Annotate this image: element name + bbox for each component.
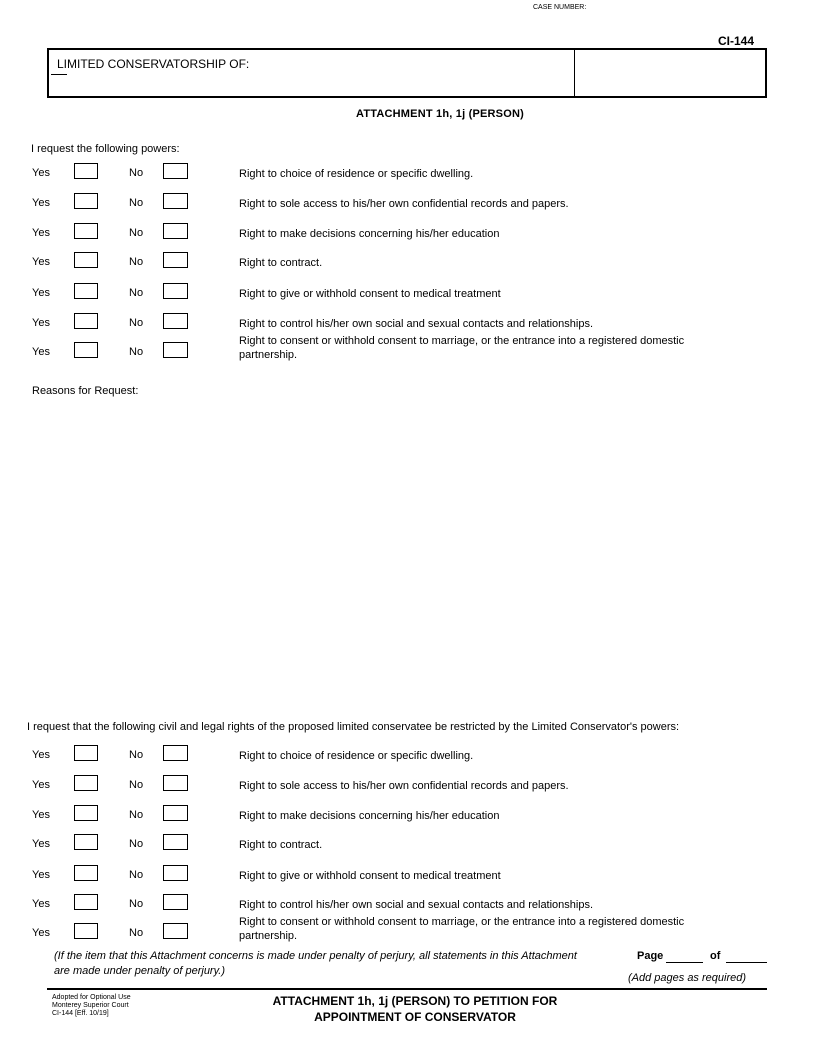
- no-label: No: [129, 749, 144, 761]
- no-label: No: [129, 227, 144, 239]
- powers-row: [0, 163, 816, 187]
- yes-checkbox[interactable]: [74, 313, 98, 329]
- no-label: No: [129, 317, 144, 329]
- add-pages-note: (Add pages as required): [628, 972, 747, 984]
- yes-checkbox[interactable]: [74, 342, 98, 358]
- restrictions-row: [0, 834, 816, 858]
- powers-row: [0, 193, 816, 217]
- right-description: Right to contract.: [239, 839, 323, 851]
- powers-row: [0, 283, 816, 307]
- no-checkbox[interactable]: [163, 923, 188, 939]
- right-description: Right to sole access to his/her own confidential records and papers.: [239, 198, 569, 210]
- no-label: No: [129, 167, 144, 179]
- footer-title-line1: ATTACHMENT 1h, 1j (PERSON) TO PETITION FOR: [272, 994, 558, 1008]
- right-description: Right to choice of residence or specific dwelling.: [239, 750, 474, 762]
- conservatee-name-field[interactable]: [51, 74, 67, 75]
- attachment-title: ATTACHMENT 1h, 1j (PERSON): [356, 108, 524, 120]
- page-label: Page: [637, 950, 664, 962]
- yes-label: Yes: [32, 227, 50, 239]
- yes-label: Yes: [32, 869, 50, 881]
- right-description: Right to give or withhold consent to medical treatment: [239, 288, 501, 300]
- court-line: Monterey Superior Court: [52, 1002, 129, 1009]
- caption-box: [47, 48, 767, 98]
- powers-row: [0, 335, 816, 366]
- right-description: Right to choice of residence or specific dwelling.: [239, 168, 474, 180]
- no-label: No: [129, 869, 144, 881]
- footer-title-line2: APPOINTMENT OF CONSERVATOR: [314, 1010, 516, 1024]
- form-id: CI-144: [718, 34, 755, 48]
- yes-checkbox[interactable]: [74, 865, 98, 881]
- yes-checkbox[interactable]: [74, 163, 98, 179]
- restrictions-row: [0, 916, 816, 947]
- yes-label: Yes: [32, 317, 50, 329]
- powers-row: [0, 252, 816, 276]
- yes-label: Yes: [32, 809, 50, 821]
- powers-intro: I request the following powers:: [31, 143, 180, 155]
- right-description: Right to make decisions concerning his/her education: [239, 810, 500, 822]
- no-checkbox[interactable]: [163, 193, 188, 209]
- no-checkbox[interactable]: [163, 283, 188, 299]
- restrictions-row: [0, 865, 816, 889]
- no-checkbox[interactable]: [163, 163, 188, 179]
- yes-label: Yes: [32, 256, 50, 268]
- right-description: Right to sole access to his/her own confidential records and papers.: [239, 780, 569, 792]
- no-checkbox[interactable]: [163, 223, 188, 239]
- restrictions-row: [0, 745, 816, 769]
- adopted-block: [52, 994, 131, 1018]
- adopted-line: Adopted for Optional Use: [52, 994, 131, 1001]
- yes-checkbox[interactable]: [74, 745, 98, 761]
- caption-divider: [574, 50, 575, 96]
- right-description: Right to give or withhold consent to medical treatment: [239, 870, 501, 882]
- yes-label: Yes: [32, 779, 50, 791]
- no-checkbox[interactable]: [163, 894, 188, 910]
- of-label: of: [710, 950, 721, 962]
- no-checkbox[interactable]: [163, 745, 188, 761]
- right-description: Right to make decisions concerning his/her education: [239, 228, 500, 240]
- yes-checkbox[interactable]: [74, 223, 98, 239]
- right-description: Right to contract.: [239, 257, 323, 269]
- right-description: Right to control his/her own social and sexual contacts and relationships.: [239, 899, 594, 911]
- no-checkbox[interactable]: [163, 252, 188, 268]
- yes-checkbox[interactable]: [74, 252, 98, 268]
- form-revision-line: CI-144 [Eff. 10/19]: [52, 1010, 109, 1017]
- yes-checkbox[interactable]: [74, 923, 98, 939]
- no-label: No: [129, 256, 144, 268]
- case-number-label: CASE NUMBER:: [533, 4, 587, 11]
- no-label: No: [129, 898, 144, 910]
- conservatorship-label: LIMITED CONSERVATORSHIP OF:: [57, 57, 250, 71]
- powers-row: [0, 223, 816, 247]
- page-number-field[interactable]: [666, 962, 703, 963]
- yes-checkbox[interactable]: [74, 834, 98, 850]
- no-label: No: [129, 197, 144, 209]
- no-checkbox[interactable]: [163, 313, 188, 329]
- no-checkbox[interactable]: [163, 865, 188, 881]
- footer-title: [250, 993, 580, 1025]
- yes-checkbox[interactable]: [74, 775, 98, 791]
- footer-rule: [47, 988, 767, 990]
- right-description: Right to consent or withhold consent to marriage, or the entrance into a registered domestic partnership.: [239, 335, 685, 361]
- page-total-field[interactable]: [726, 962, 767, 963]
- no-checkbox[interactable]: [163, 342, 188, 358]
- no-label: No: [129, 779, 144, 791]
- yes-label: Yes: [32, 287, 50, 299]
- right-description: Right to control his/her own social and sexual contacts and relationships.: [239, 318, 594, 330]
- yes-checkbox[interactable]: [74, 805, 98, 821]
- no-label: No: [129, 927, 144, 939]
- perjury-note: (If the item that this Attachment concerns is made under penalty of perjury, all statements in this Attachment are made under penalty of perjury.): [54, 950, 577, 977]
- no-label: No: [129, 838, 144, 850]
- no-checkbox[interactable]: [163, 775, 188, 791]
- restrictions-intro: I request that the following civil and legal rights of the proposed limited conservatee be restricted by the Limited Conservator's powers:: [27, 721, 680, 733]
- yes-label: Yes: [32, 197, 50, 209]
- yes-label: Yes: [32, 898, 50, 910]
- reasons-label: Reasons for Request:: [32, 385, 139, 397]
- restrictions-row: [0, 805, 816, 829]
- yes-checkbox[interactable]: [74, 894, 98, 910]
- no-label: No: [129, 346, 144, 358]
- no-label: No: [129, 287, 144, 299]
- yes-label: Yes: [32, 927, 50, 939]
- yes-label: Yes: [32, 167, 50, 179]
- yes-label: Yes: [32, 346, 50, 358]
- no-checkbox[interactable]: [163, 834, 188, 850]
- yes-label: Yes: [32, 838, 50, 850]
- yes-label: Yes: [32, 749, 50, 761]
- yes-checkbox[interactable]: [74, 283, 98, 299]
- right-description: Right to consent or withhold consent to marriage, or the entrance into a registered domestic partnership.: [239, 916, 685, 942]
- no-label: No: [129, 809, 144, 821]
- no-checkbox[interactable]: [163, 805, 188, 821]
- yes-checkbox[interactable]: [74, 193, 98, 209]
- restrictions-row: [0, 775, 816, 799]
